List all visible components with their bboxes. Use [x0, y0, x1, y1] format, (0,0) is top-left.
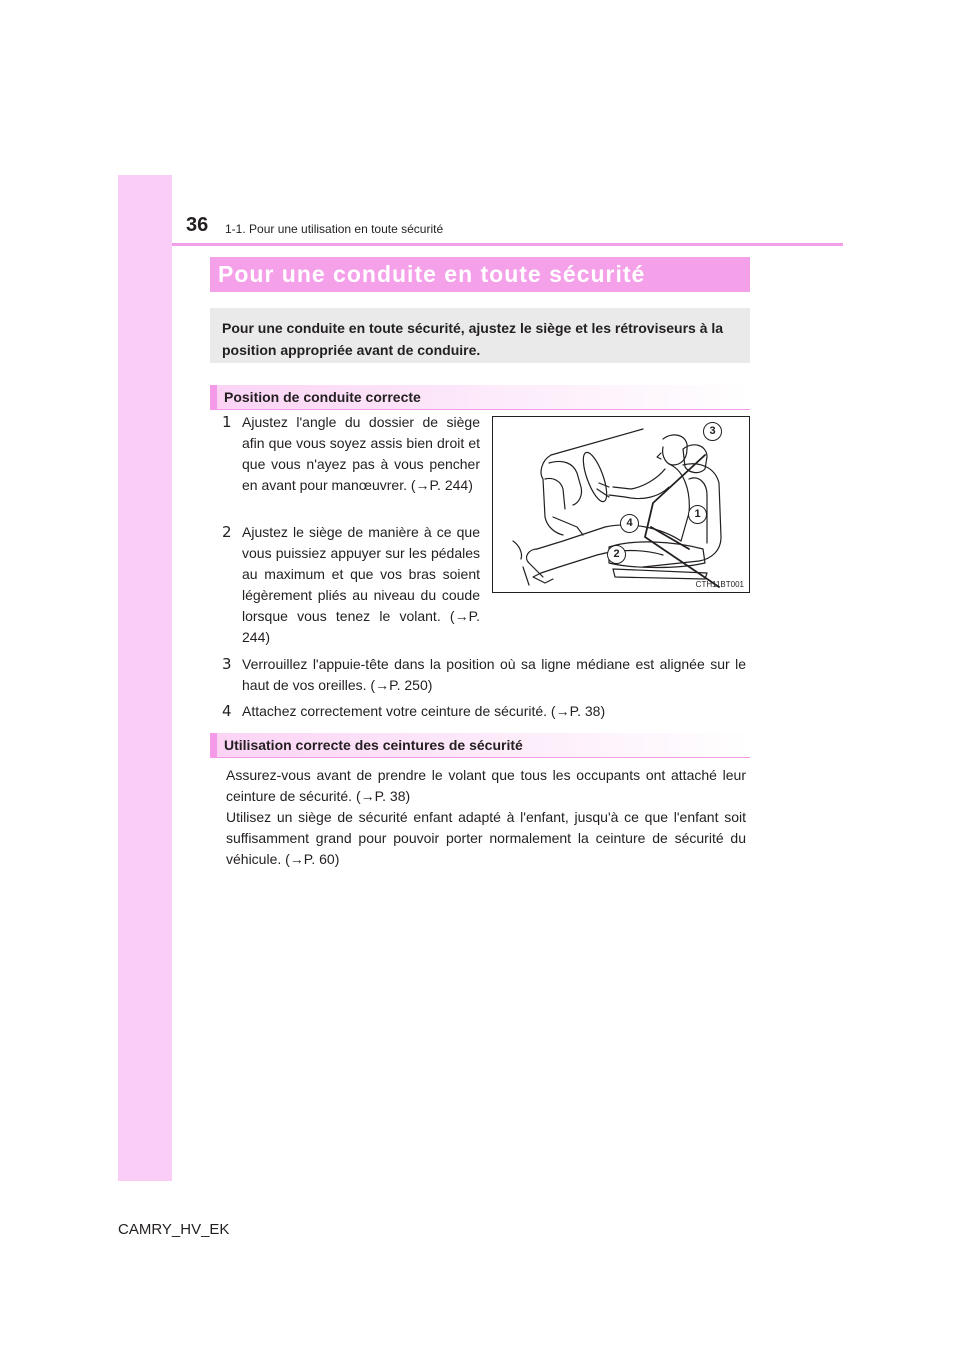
item-text: Ajustez le siège de manière à ce que vous puissiez appuyer sur les pédales au maximum et que vos bras soient légèrement pliés au niveau du coude lorsque vous tenez le volant. (→P. 244): [242, 524, 480, 645]
driving-position-figure: [492, 416, 750, 593]
footer-code: CAMRY_HV_EK: [118, 1221, 230, 1238]
running-head: 1-1. Pour une utilisation en toute sécurité: [225, 222, 444, 236]
intro-box: [210, 308, 750, 363]
item-number: 3: [222, 655, 232, 673]
callout-3: 3: [703, 422, 722, 441]
item-text: Attachez correctement votre ceinture de sécurité. (→P. 38): [242, 703, 606, 719]
page-title: Pour une conduite en toute sécurité: [218, 261, 646, 287]
section-heading-text: Utilisation correcte des ceintures de sécurité: [224, 737, 523, 753]
section-heading-seatbelt-use: [210, 733, 750, 758]
item-text: Verrouillez l'appuie-tête dans la position où sa ligne médiane est alignée sur le haut de vos oreilles. (→P. 250): [242, 656, 746, 693]
header-rule: [172, 243, 843, 246]
side-tab: [118, 175, 172, 1181]
callout-4: 4: [620, 514, 639, 533]
page-number: 36: [186, 214, 209, 236]
figure-code: CTH11BT001: [695, 580, 744, 589]
callout-2: 2: [607, 545, 626, 564]
item-number: 4: [222, 702, 232, 720]
body-paragraph: Assurez-vous avant de prendre le volant que tous les occupants ont attaché leur ceinture de sécurité. (→P. 38): [226, 767, 746, 804]
item-number: 1: [222, 413, 232, 431]
section-heading-text: Position de conduite correcte: [224, 389, 421, 405]
callout-1: 1: [688, 505, 707, 524]
item-number: 2: [222, 523, 232, 541]
section-heading-driving-position: [210, 385, 750, 410]
body-paragraph: Utilisez un siège de sécurité enfant adapté à l'enfant, jusqu'à ce que l'enfant soit suffisamment grand pour pouvoir porter normalement la ceinture de sécurité du véhicule. (→P. 60): [226, 809, 746, 867]
title-bar: [210, 257, 750, 292]
driver-seat-illustration: [493, 417, 749, 592]
intro-text: Pour une conduite en toute sécurité, ajustez le siège et les rétroviseurs à la position appropriée avant de conduire.: [222, 320, 724, 358]
item-text: Ajustez l'angle du dossier de siège afin que vous soyez assis bien droit et que vous n'ayez pas à vous pencher en avant pour manœuvrer. (→P. 244): [242, 414, 480, 493]
